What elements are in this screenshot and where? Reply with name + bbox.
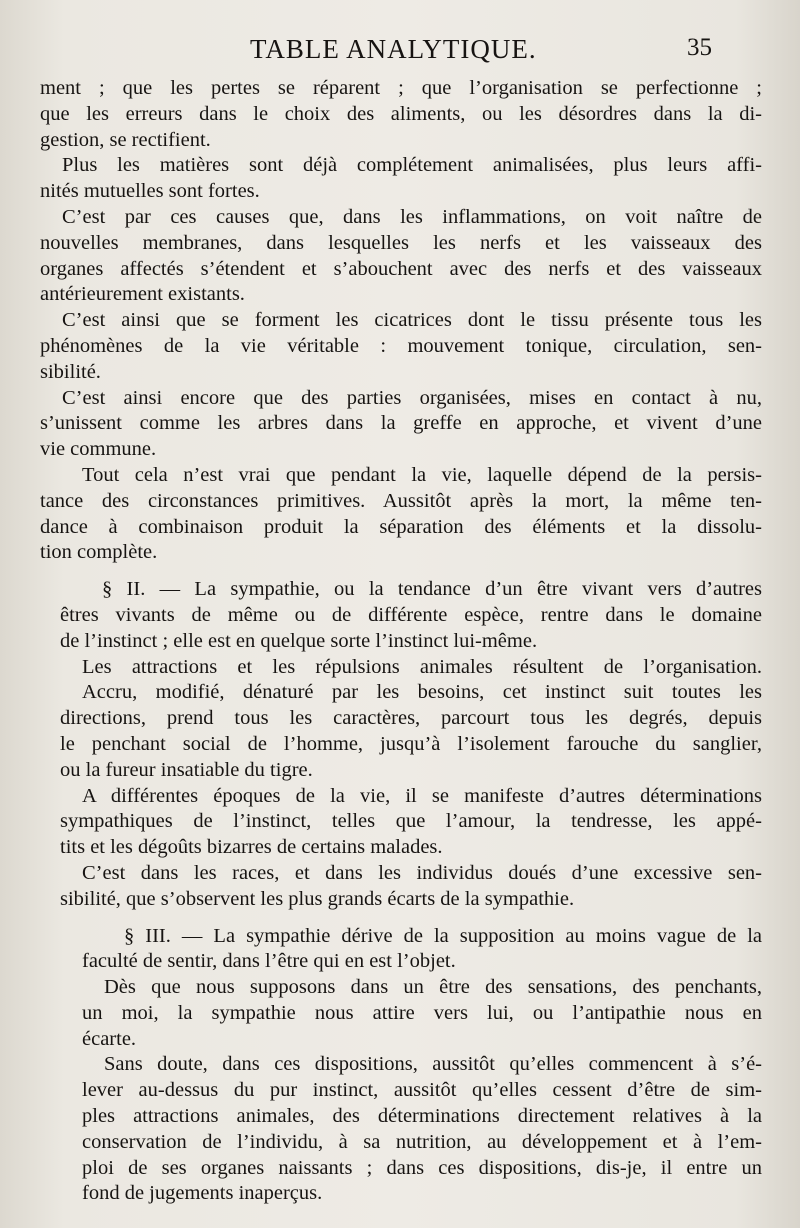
text-line: vie commune. (40, 438, 157, 461)
text-line: nouvelles membranes, dans lesquelles les nerfs et les vaisseaux des (40, 231, 762, 254)
text-line: tance des circonstances primitives. Aussitôt après la mort, la même ten- (40, 489, 762, 512)
text-line: antérieurement existants. (40, 283, 245, 306)
text-line: nités mutuelles sont fortes. (40, 180, 260, 203)
text-line: gestion, se rectifient. (40, 128, 211, 151)
text-line: Dès que nous supposons dans un être des sensations, des penchants, (104, 976, 762, 999)
text-line: Sans doute, dans ces dispositions, aussitôt qu’elles commencent à s’é- (104, 1053, 762, 1076)
text-line: phénomènes de la vie véritable : mouvement tonique, circulation, sen- (40, 334, 762, 357)
text-line: A différentes époques de la vie, il se manifeste d’autres déterminations (82, 784, 762, 807)
text-line: dance à combinaison produit la séparation des éléments et la dissolu- (40, 515, 762, 538)
text-line: ou la fureur insatiable du tigre. (60, 758, 313, 781)
text-line: tits et les dégoûts bizarres de certains malades. (60, 836, 443, 859)
text-line: le penchant social de l’homme, jusqu’à l’isolement farouche du sanglier, (60, 732, 762, 755)
text-line: C’est ainsi encore que des parties organisées, mises en contact à nu, (62, 386, 762, 409)
text-line: fond de jugements inaperçus. (82, 1182, 323, 1205)
text-line: C’est dans les races, et dans les individus doués d’une excessive sen- (82, 861, 762, 884)
text-line: C’est par ces causes que, dans les inflammations, on voit naître de (62, 205, 762, 228)
text-line: sibilité. (40, 360, 101, 383)
text-line: conservation de l’individu, à sa nutrition, au développement et à l’em- (82, 1130, 762, 1153)
page-number: 35 (687, 34, 712, 61)
text-line: de l’instinct ; elle est en quelque sorte l’instinct lui-même. (60, 629, 538, 652)
text-line: directions, prend tous les caractères, parcourt tous les degrés, depuis (60, 707, 762, 730)
text-line: Les attractions et les répulsions animales résultent de l’organisation. (82, 655, 762, 678)
text-line: s’unissent comme les arbres dans la greffe en approche, et vivent d’une (40, 412, 762, 435)
text-line: ment ; que les pertes se réparent ; que l’organisation se perfectionne ; (40, 77, 762, 99)
text-line: ploi de ses organes naissants ; dans ces dispositions, dis-je, il entre un (82, 1156, 762, 1179)
text-line: organes affectés s’étendent et s’abouchent avec des nerfs et des vaisseaux (40, 257, 762, 280)
text-line: sympathiques de l’instinct, telles que l’amour, la tendresse, les appé- (60, 810, 762, 833)
section-heading-line: § II. — La sympathie, ou la tendance d’un être vivant vers d’autres (102, 578, 762, 601)
text-line: Tout cela n’est vrai que pendant la vie, laquelle dépend de la persis- (82, 463, 762, 486)
text-line: ples attractions animales, des déterminations directement relatives à la (82, 1105, 762, 1128)
text-line: êtres vivants de même ou de différente espèce, rentre dans le domaine (60, 603, 762, 626)
section-heading-line: § III. — La sympathie dérive de la supposition au moins vague de la (124, 924, 762, 947)
body-text (40, 76, 762, 1207)
running-title: TABLE ANALYTIQUE. (250, 34, 537, 64)
text-line: écarte. (82, 1027, 137, 1050)
text-line: Accru, modifié, dénaturé par les besoins, cet instinct suit toutes les (82, 681, 762, 704)
page-header (40, 34, 712, 70)
text-line: Plus les matières sont déjà complétement animalisées, plus leurs affi- (62, 154, 762, 177)
text-line: sibilité, que s’observent les plus grands écarts de la sympathie. (60, 887, 575, 910)
text-line: faculté de sentir, dans l’être qui en est l’objet. (82, 950, 456, 973)
text-line: C’est ainsi que se forment les cicatrices dont le tissu présente tous les (62, 309, 762, 332)
text-line: tion complète. (40, 541, 158, 564)
text-line: lever au-dessus du pur instinct, aussitôt qu’elles cessent d’être de sim- (82, 1079, 762, 1102)
text-line: que les erreurs dans le choix des aliments, ou les désordres dans la di- (40, 102, 762, 125)
text-line: un moi, la sympathie nous attire vers lui, ou l’antipathie nous en (82, 1001, 762, 1024)
